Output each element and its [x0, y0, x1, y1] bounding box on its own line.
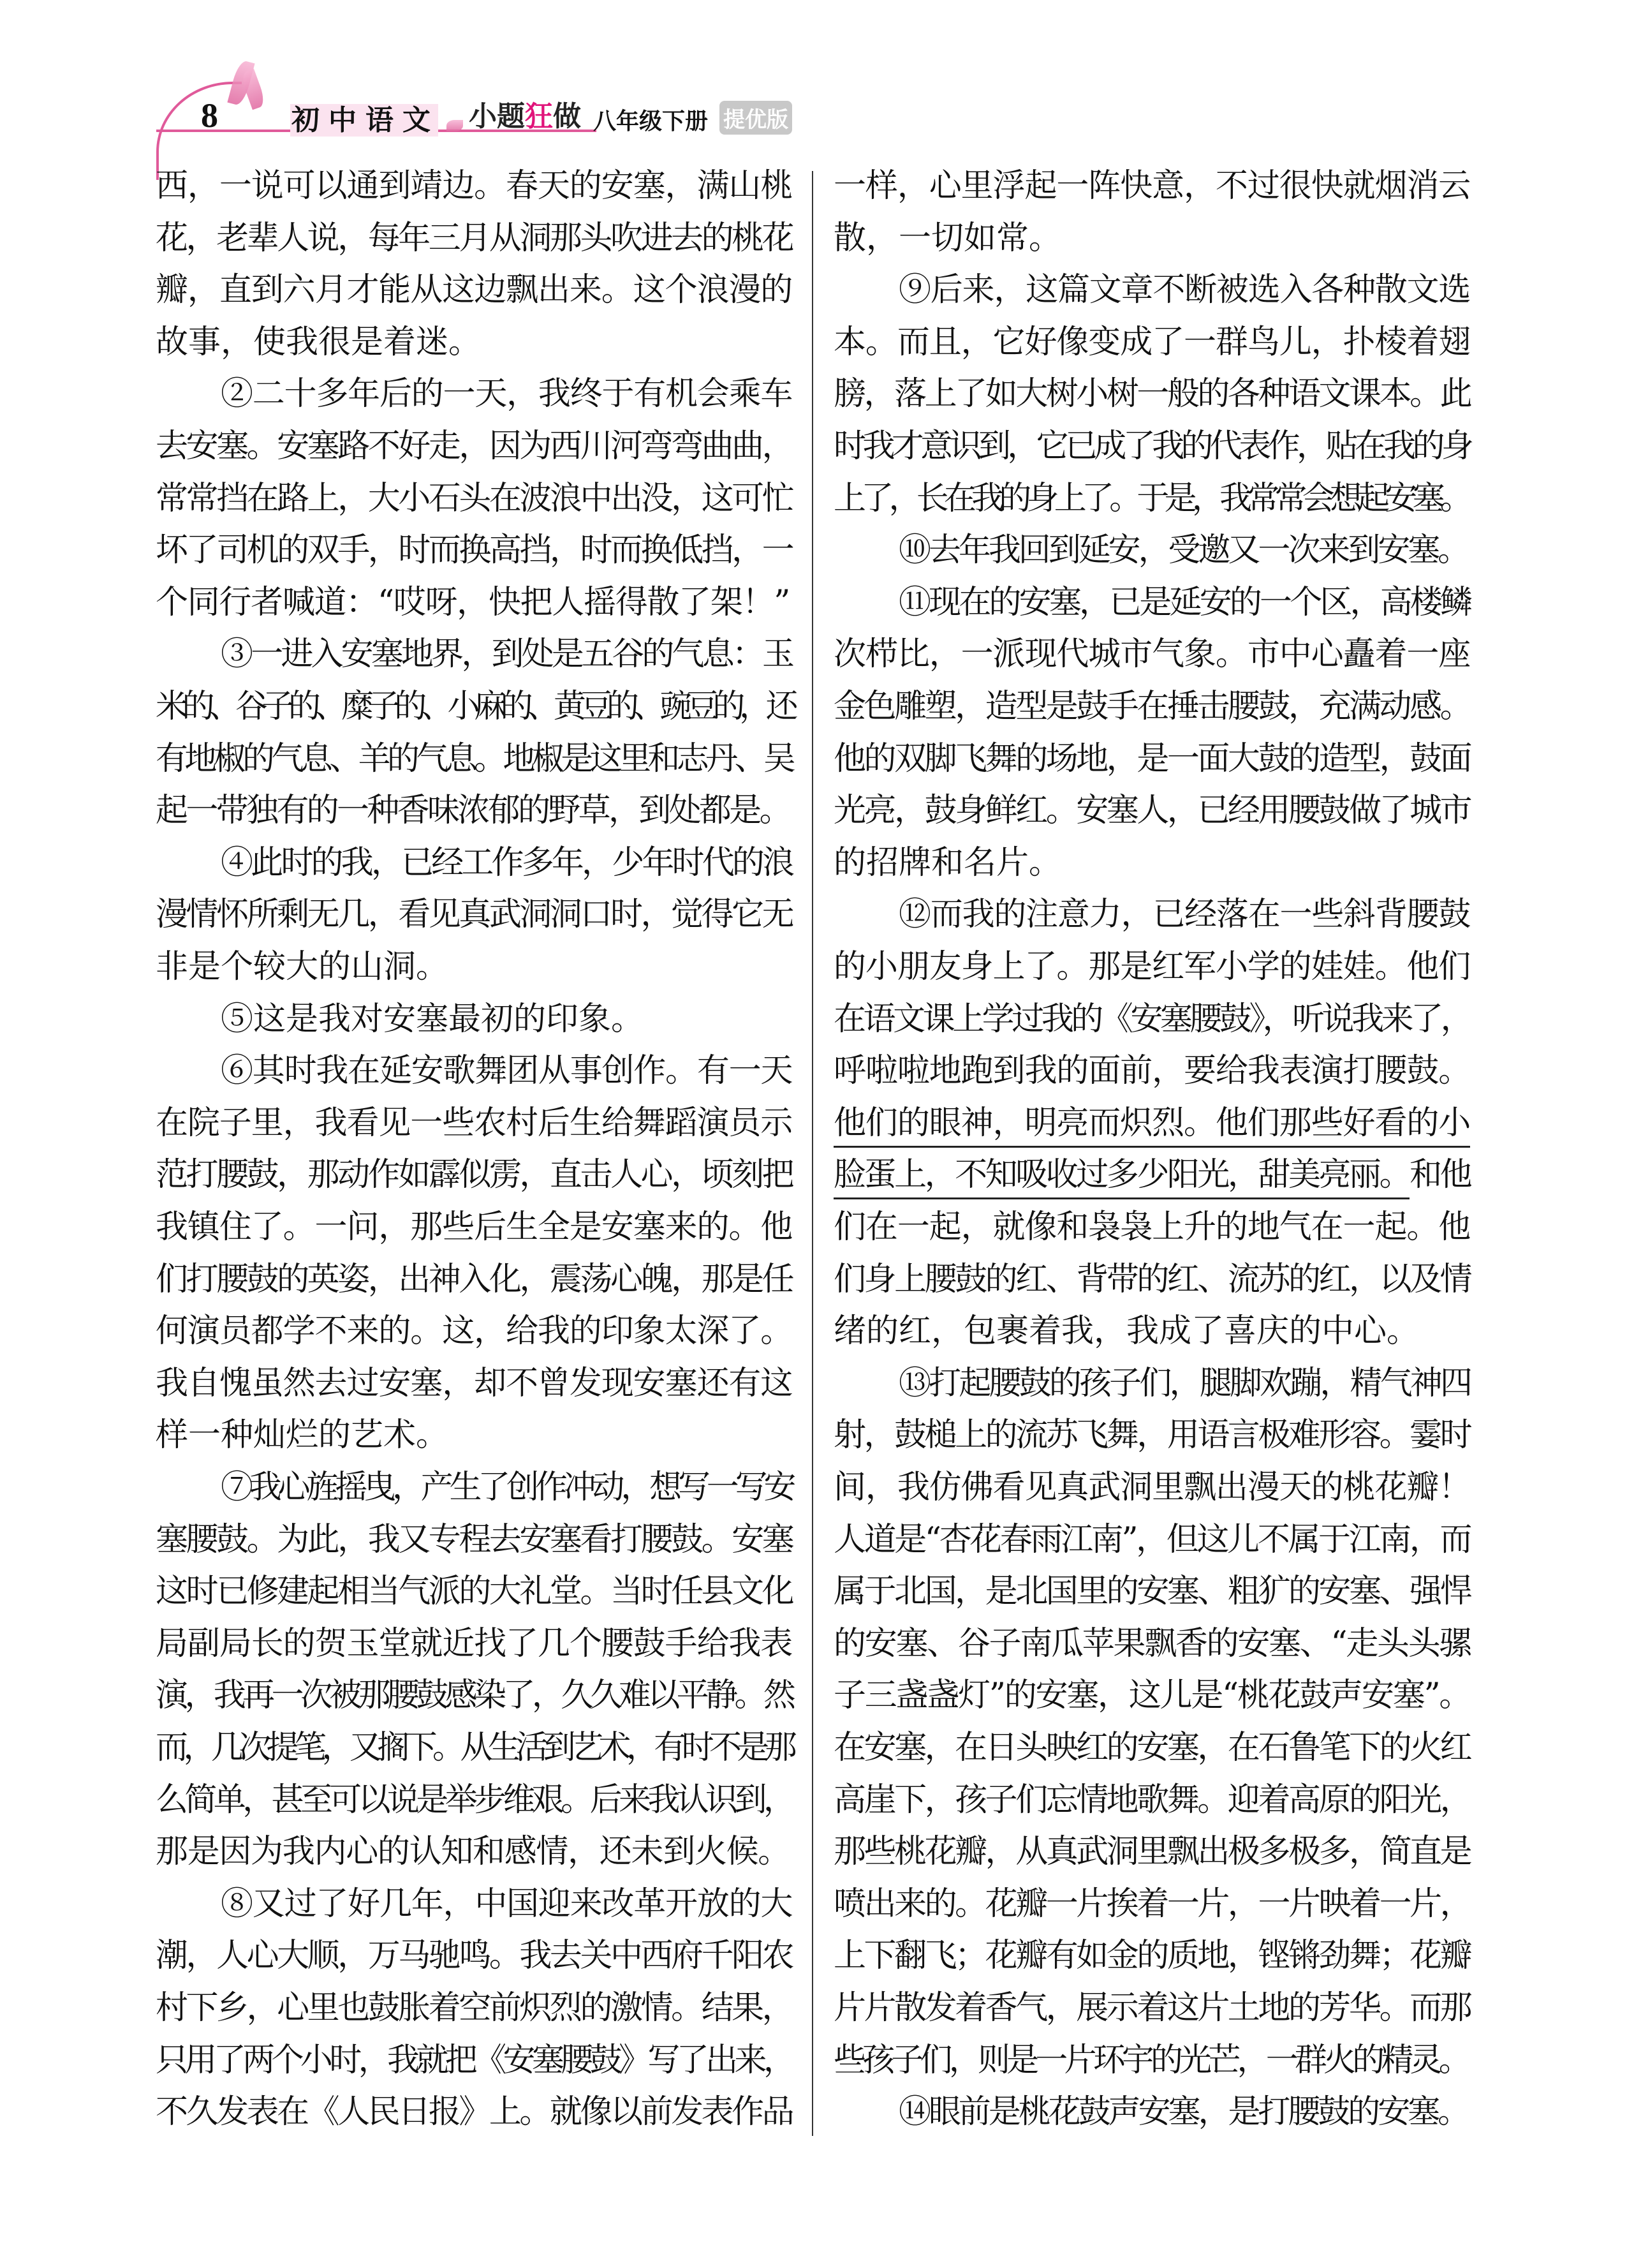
series-char: 初 [291, 104, 326, 137]
text-line: 起一带独有的一种香味浓郁的野草，到处都是。 [156, 792, 790, 830]
text-line: 瓣，直到六月才能从这边飘出来。这个浪漫的 [156, 271, 792, 309]
text-line: 绪的红，包裹着我，我成了喜庆的中心。 [834, 1312, 1420, 1351]
text-line: ⑦我心旌摇曳，产生了创作冲动，想写一写安 [221, 1469, 792, 1506]
series-char: 语 [365, 104, 400, 137]
brand-suffix: 做 [553, 100, 581, 133]
text-line: 何演员都学不来的。这，给我的印象太深了。 [156, 1312, 792, 1351]
text-line: 花，老辈人说，每年三月从洞那头吹进去的桃花 [156, 219, 792, 257]
text-line: ⑭眼前是桃花鼓声安塞，是打腰鼓的安塞。 [899, 2093, 1468, 2131]
series-char: 中 [328, 104, 363, 137]
text-line: 高崖下，孩子们忘情地歌舞。迎着高原的阳光， [834, 1781, 1470, 1819]
text-line: 上了，长在我的身上了。于是，我常常会想起安塞。 [834, 479, 1468, 517]
text-line: 次栉比，一派现代城市气象。市中心矗着一座 [834, 635, 1470, 674]
text-line: 的招牌和名片。 [834, 843, 1062, 882]
text-line: 间，我仿佛看见真武洞里飘出漫天的桃花瓣！ [834, 1469, 1470, 1506]
text-line: 们在一起，就像和袅袅上升的地气在一起。他 [834, 1208, 1470, 1246]
text-line: 们身上腰鼓的红、背带的红、流苏的红，以及情 [834, 1260, 1470, 1298]
text-line: 人道是“杏花春雨江南”，但这儿不属于江南，而 [834, 1520, 1470, 1559]
text-line: 喷出来的。花瓣一片挨着一片，一片映着一片， [834, 1885, 1470, 1923]
text-line: 一样，心里浮起一阵快意，不过很快就烟消云 [834, 167, 1470, 205]
text-line: 那是因为我内心的认知和感情，还未到火候。 [156, 1833, 790, 1871]
series-title [290, 97, 438, 138]
text-line: 不久发表在《人民日报》上。就像以前发表作品 [156, 2093, 792, 2131]
text-line: 在安塞，在日头映红的安塞，在石鲁笔下的火红 [834, 1729, 1470, 1767]
text-line: 们打腰鼓的英姿，出神入化，震荡心魄，那是任 [156, 1260, 792, 1298]
text-line: 西，一说可以通到靖边。春天的安塞，满山桃 [156, 167, 792, 205]
text-line: 本。而且，它好像变成了一群鸟儿，扑棱着翅 [834, 323, 1470, 361]
text-line: 片片散发着香气，展示着这片土地的芳华。而那 [834, 1989, 1470, 2027]
text-line: 光亮，鼓身鲜红。安塞人，已经用腰鼓做了城市 [834, 792, 1470, 830]
text-line: 米的、谷子的、糜子的、小麻的、黄豆的、豌豆的，还 [156, 688, 792, 725]
underlined-text: 脸蛋上，不知吸收过多少阳光，甜美亮丽。 [834, 1156, 1410, 1199]
text-line: 上下翻飞；花瓣有如金的质地，铿锵劲舞；花瓣 [834, 1937, 1470, 1975]
text-line: 呼啦啦地跑到我的面前，要给我表演打腰鼓。 [834, 1052, 1470, 1090]
text-line: 这时已修建起相当气派的大礼堂。当时任县文化 [156, 1573, 792, 1611]
text-line: ⑨后来，这篇文章不断被选入各种散文选 [899, 271, 1470, 309]
text-line: ④此时的我，已经工作多年，少年时代的浪 [221, 843, 792, 882]
brand-prefix: 小题 [469, 100, 525, 133]
text-line: 我自愧虽然去过安塞，却不曾发现安塞还有这 [156, 1364, 792, 1402]
flower-petal-icon [446, 120, 463, 131]
text-line: 散，一切如常。 [834, 219, 1062, 257]
text-line: 村下乡，心里也鼓胀着空前炽烈的激情。结果， [156, 1989, 792, 2027]
text-line: 演，我再一次被那腰鼓感染了，久久难以平静。然 [156, 1677, 792, 1715]
text-line: 的安塞、谷子南瓜苹果飘香的安塞、“走头头骡 [834, 1624, 1470, 1663]
text-line [834, 1149, 1470, 1201]
brand-highlight: 狂 [525, 100, 553, 133]
text-line: 他的双脚飞舞的场地，是一面大鼓的造型，鼓面 [834, 739, 1470, 778]
underlined-text: 他们的眼神，明亮而炽烈。他们那些好看的小 [834, 1104, 1470, 1148]
column-divider [812, 171, 813, 2136]
text-line: ⑩去年我回到延安，受邀又一次来到安塞。 [899, 531, 1468, 570]
text-line: 故事，使我很是着迷。 [156, 323, 482, 361]
text-line [834, 1097, 1470, 1150]
text-line: 坏了司机的双手，时而换高挡，时而换低挡，一 [156, 531, 792, 570]
text-line: ⑥其时我在延安歌舞团从事创作。有一天 [221, 1052, 792, 1090]
text-line: 时我才意识到，它已成了我的代表作，贴在我的身 [834, 427, 1470, 465]
text-line: ⑤这是我对安塞最初的印象。 [221, 1000, 644, 1038]
text-line: 塞腰鼓。为此，我又专程去安塞看打腰鼓。安塞 [156, 1520, 792, 1559]
page-number: 8 [201, 96, 218, 135]
series-char: 文 [402, 104, 437, 137]
text-line: ②二十多年后的一天，我终于有机会乘车 [221, 375, 792, 413]
text-line: 非是个较大的山洞。 [156, 948, 449, 986]
text-line: 在语文课上学过我的《安塞腰鼓》，听说我来了， [834, 1000, 1470, 1038]
text-line: 在院子里，我看见一些农村后生给舞蹈演员示 [156, 1104, 792, 1142]
text-line: 那些桃花瓣，从真武洞里飘出极多极多，简直是 [834, 1833, 1470, 1871]
grade-label: 八年级下册 [593, 108, 709, 135]
text-line: 范打腰鼓，那动作如霹似雳，直击人心，顷刻把 [156, 1156, 792, 1194]
text-line: 我镇住了。一问，那些后生全是安塞来的。他 [156, 1208, 792, 1246]
text-line: 膀，落上了如大树小树一般的各种语文课本。此 [834, 375, 1470, 413]
text-line: ⑧又过了好几年，中国迎来改革开放的大 [221, 1885, 792, 1923]
text-line: ⑫而我的注意力，已经落在一些斜背腰鼓 [899, 896, 1470, 934]
text-line: 去安塞。安塞路不好走，因为西川河弯弯曲曲， [156, 427, 792, 465]
edition-badge: 提优版 [719, 101, 792, 135]
brand-logo [469, 93, 581, 134]
text-line: 而，几次提笔，又搁下。从生活到艺术，有时不是那 [156, 1729, 792, 1767]
text-line: 潮，人心大顺，万马驰鸣。我去关中西府千阳农 [156, 1937, 792, 1975]
text-line: 金色雕塑，造型是鼓手在捶击腰鼓，充满动感。 [834, 688, 1470, 725]
text-line: 子三盏盏灯”的安塞，这儿是“桃花鼓声安塞”。 [834, 1677, 1470, 1715]
text-line: 么简单，甚至可以说是举步维艰。后来我认识到， [156, 1781, 792, 1819]
text-line: 射，鼓槌上的流苏飞舞，用语言极难形容。霎时 [834, 1416, 1470, 1455]
text-line: 个同行者喊道：“哎呀，快把人摇得散了架！” [156, 583, 790, 621]
text-segment: 和他 [1410, 1156, 1470, 1194]
text-line: 样一种灿烂的艺术。 [156, 1416, 449, 1455]
text-line: 只用了两个小时，我就把《安塞腰鼓》写了出来， [156, 2041, 792, 2079]
text-line: 有地椒的气息、羊的气息。地椒是这里和志丹、吴 [156, 739, 792, 778]
text-line: ⑪现在的安塞，已是延安的一个区，高楼鳞 [899, 583, 1470, 621]
text-line: 的小朋友身上了。那是红军小学的娃娃。他们 [834, 948, 1470, 986]
text-line: ⑬打起腰鼓的孩子们，腿脚欢蹦，精气神四 [899, 1364, 1470, 1402]
text-line: 属于北国，是北国里的安塞、粗犷的安塞、强悍 [834, 1573, 1470, 1611]
text-line: 些孩子们，则是一片环宇的光芒，一群火的精灵。 [834, 2041, 1468, 2079]
text-line: ③一进入安塞地界，到处是五谷的气息：玉 [221, 635, 792, 674]
text-line: 漫情怀所剩无几，看见真武洞洞口时，觉得它无 [156, 896, 792, 934]
text-line: 局副局长的贺玉堂就近找了几个腰鼓手给我表 [156, 1624, 792, 1663]
text-line: 常常挡在路上，大小石头在波浪中出没，这可忙 [156, 479, 792, 517]
